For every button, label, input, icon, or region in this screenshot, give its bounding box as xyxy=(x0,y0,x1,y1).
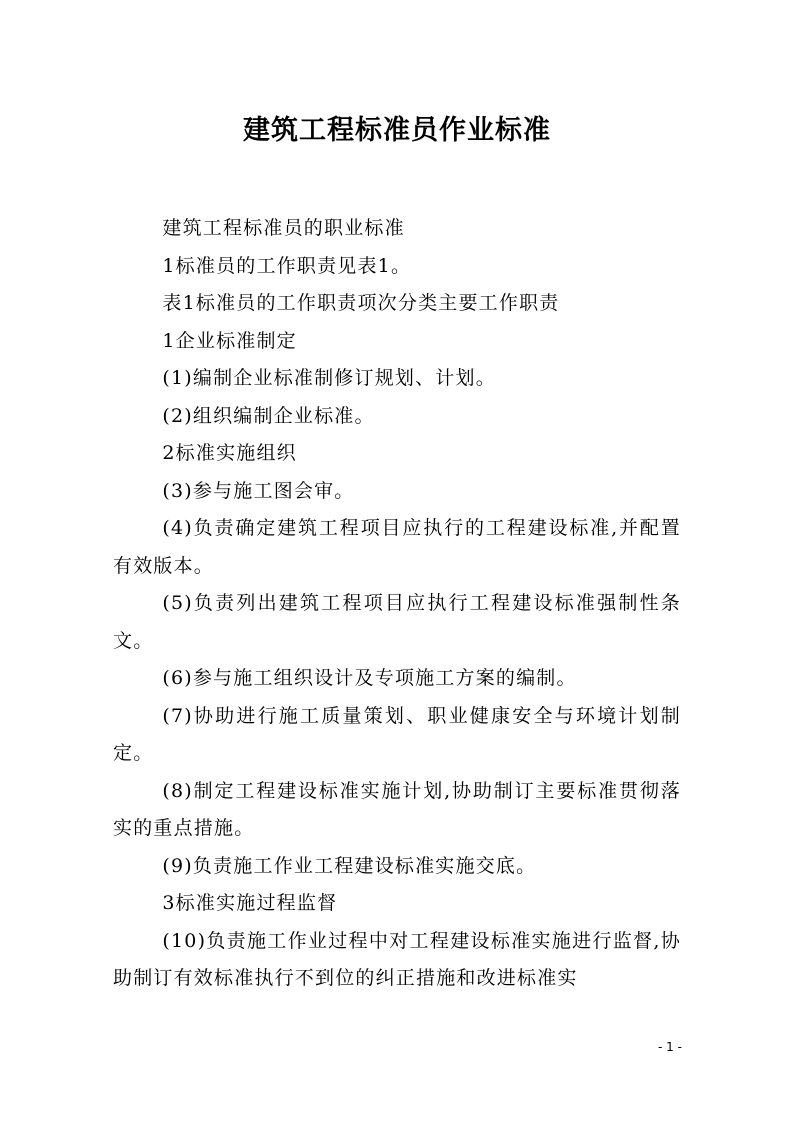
paragraph: 表1标准员的工作职责项次分类主要工作职责 xyxy=(162,292,560,314)
section-heading: 3标准实施过程监督 xyxy=(162,892,338,914)
paragraph: (1)编制企业标准制修订规划、计划。 xyxy=(162,367,496,389)
section-heading: 1企业标准制定 xyxy=(162,329,297,352)
paragraph: (6)参与施工组织设计及专项施工方案的编制。 xyxy=(162,667,577,689)
paragraph: (8)制定工程建设标准实施计划,协助制订主要标准贯彻落实的重点措施。 xyxy=(113,779,681,839)
paragraph: (9)负责施工作业工程建设标准实施交底。 xyxy=(162,854,537,877)
paragraph: 1标准员的工作职责见表1。 xyxy=(162,254,412,277)
section-heading: 2标准实施组织 xyxy=(162,442,297,464)
paragraph: (2)组织编制企业标准。 xyxy=(162,404,375,427)
paragraph: (5)负责列出建筑工程项目应执行工程建设标准强制性条文。 xyxy=(113,592,681,652)
paragraph: (4)负责确定建筑工程项目应执行的工程建设标准,并配置有效版本。 xyxy=(113,517,681,577)
document-title: 建筑工程标准员作业标准 xyxy=(243,115,551,146)
document-body xyxy=(113,210,681,998)
paragraph: (10)负责施工作业过程中对工程建设标准实施进行监督,协助制订有效标准执行不到位的纠正措施和改进标准实 xyxy=(113,929,681,989)
paragraph: 建筑工程标准员的职业标准 xyxy=(162,217,405,239)
page-number: - 1 - xyxy=(658,1040,682,1054)
paragraph: (7)协助进行施工质量策划、职业健康安全与环境计划制定。 xyxy=(113,704,681,764)
paragraph: (3)参与施工图会审。 xyxy=(162,479,355,502)
